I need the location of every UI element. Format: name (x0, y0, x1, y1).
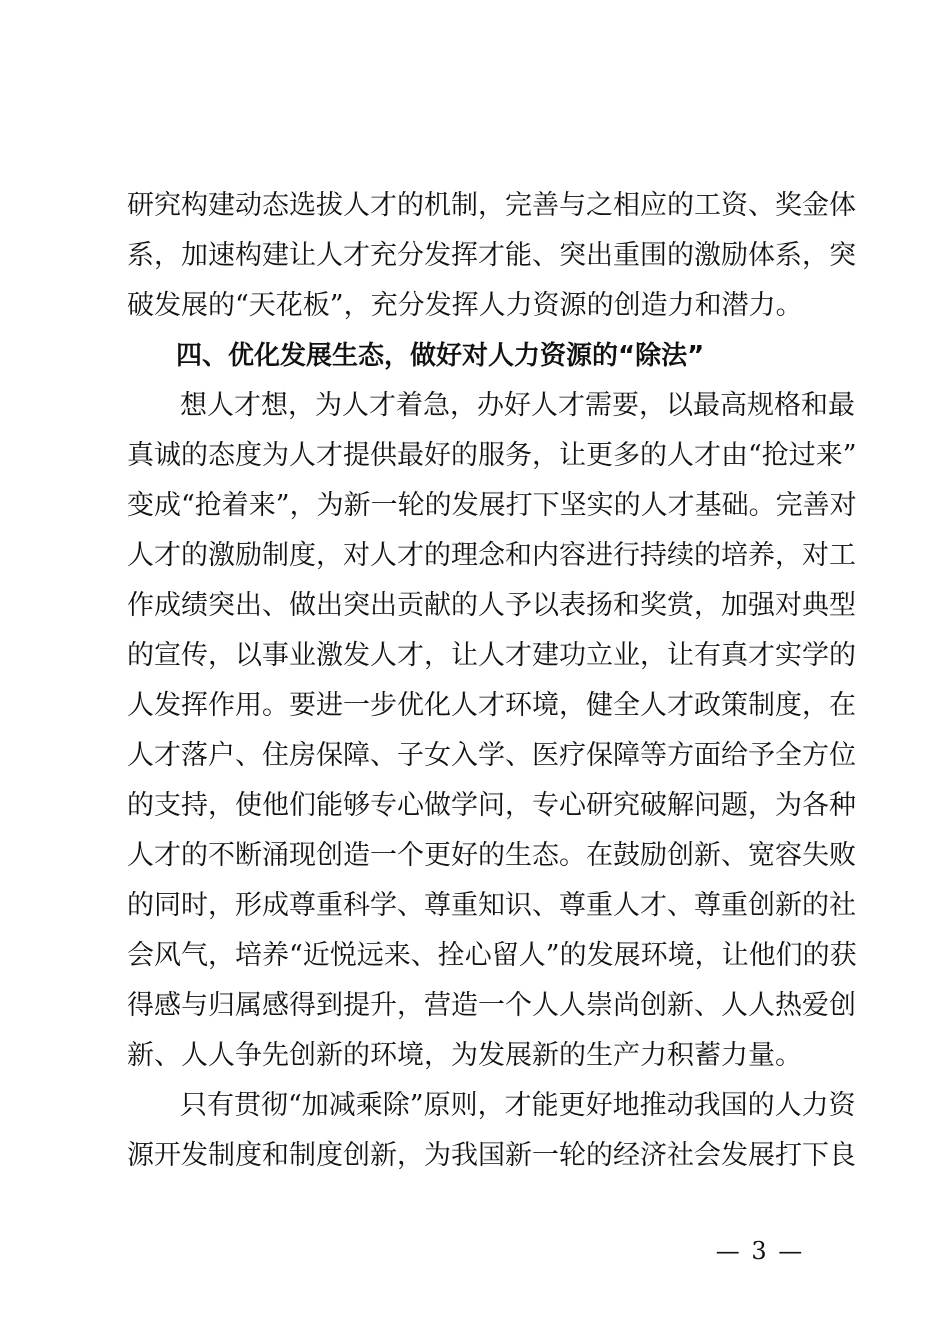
paragraph-line: 会风气，培养“近悦远来、拴心留人”的发展环境，让他们的获 (127, 940, 857, 971)
paragraph-line: 变成“抢着来”，为新一轮的发展打下坚实的人才基础。完善对 (127, 490, 857, 521)
paragraph-line: 源开发制度和制度创新，为我国新一轮的经济社会发展打下良 (127, 1140, 856, 1171)
paragraph-line: 新、人人争先创新的环境，为发展新的生产力积蓄力量。 (127, 1040, 802, 1071)
paragraph-line: 作成绩突出、做出突出贡献的人予以表扬和奖赏，加强对典型 (127, 590, 856, 621)
paragraph-line: 系，加速构建让人才充分发挥才能、突出重围的激励体系，突 (127, 240, 856, 271)
paragraph-line: 的宣传，以事业激发人才，让人才建功立业，让有真才实学的 (127, 640, 856, 671)
paragraph-line: 人才的不断涌现创造一个更好的生态。在鼓励创新、宽容失败 (127, 840, 856, 871)
paragraph-line: 真诚的态度为人才提供最好的服务，让更多的人才由“抢过来” (127, 440, 857, 471)
paragraph-line: 研究构建动态选拔人才的机制，完善与之相应的工资、奖金体 (127, 190, 856, 221)
paragraph-line: 人才的激励制度，对人才的理念和内容进行持续的培养，对工 (127, 540, 856, 571)
paragraph-line: 只有贯彻“加减乘除”原则，才能更好地推动我国的人力资 (180, 1090, 856, 1121)
paragraph-line: 得感与归属感得到提升，营造一个人人崇尚创新、人人热爱创 (127, 990, 856, 1021)
paragraph-line: 想人才想，为人才着急，办好人才需要，以最高规格和最 (180, 390, 855, 421)
section-heading: 四、优化发展生态，做好对人力资源的“除法” (176, 341, 705, 371)
paragraph-line: 破发展的“天花板”，充分发挥人力资源的创造力和潜力。 (127, 290, 803, 321)
page-number: — 3 — (715, 1237, 805, 1265)
paragraph-line: 人发挥作用。要进一步优化人才环境，健全人才政策制度，在 (127, 690, 856, 721)
paragraph-line: 人才落户、住房保障、子女入学、医疗保障等方面给予全方位 (127, 740, 856, 771)
paragraph-line: 的同时，形成尊重科学、尊重知识、尊重人才、尊重创新的社 (127, 890, 856, 921)
paragraph-line: 的支持，使他们能够专心做学问，专心研究破解问题，为各种 (127, 790, 856, 821)
